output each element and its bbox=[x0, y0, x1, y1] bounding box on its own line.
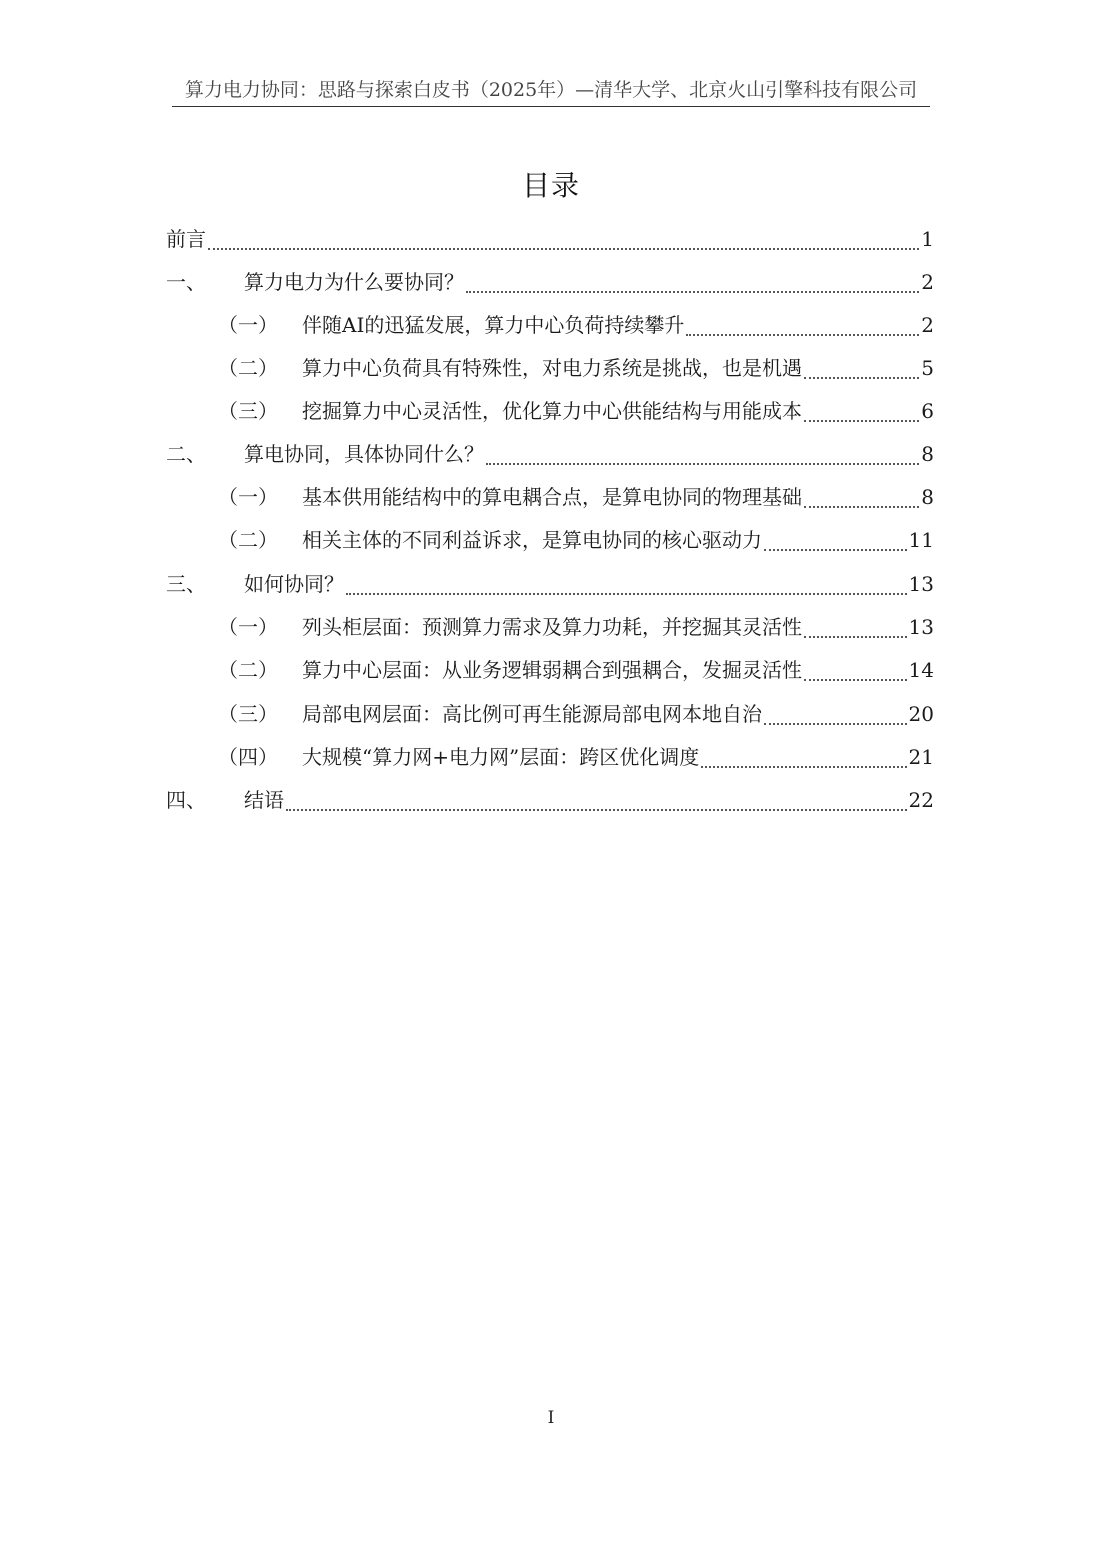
toc-leader-dots bbox=[764, 699, 907, 725]
toc-entry-page: 8 bbox=[921, 442, 934, 466]
toc-entry-text: 伴随AI的迅猛发展，算力中心负荷持续攀升 bbox=[302, 313, 685, 337]
toc-entry-section-2-2[interactable] bbox=[218, 521, 934, 555]
toc-entry-number: 三、 bbox=[166, 572, 206, 596]
toc-leader-dots bbox=[764, 525, 907, 551]
toc-entry-preface[interactable] bbox=[166, 220, 934, 254]
toc-leader-dots bbox=[804, 482, 919, 508]
toc-leader-dots bbox=[804, 353, 919, 379]
toc-entry-section-2-1[interactable] bbox=[218, 478, 934, 512]
page-number: I bbox=[547, 1408, 555, 1428]
toc-entry-section-1-2[interactable] bbox=[218, 349, 934, 383]
toc-entry-text: 算电协同，具体协同什么？ bbox=[244, 442, 484, 466]
toc-entry-number: （四） bbox=[218, 745, 278, 769]
toc-entry-chapter-1[interactable] bbox=[166, 263, 934, 297]
toc-entry-number: 一、 bbox=[166, 270, 206, 294]
toc-entry-number: 四、 bbox=[166, 788, 206, 812]
page-title: 目录 bbox=[521, 169, 580, 202]
toc-entry-text: 局部电网层面：高比例可再生能源局部电网本地自治 bbox=[302, 702, 762, 726]
toc-entry-text: 算力中心层面：从业务逻辑弱耦合到强耦合，发掘灵活性 bbox=[302, 658, 802, 682]
toc-entry-page: 2 bbox=[921, 313, 934, 337]
toc-entry-text: 挖掘算力中心灵活性，优化算力中心供能结构与用能成本 bbox=[302, 399, 802, 423]
toc-entry-number: （二） bbox=[218, 528, 278, 552]
toc-entry-number: 二、 bbox=[166, 442, 206, 466]
toc-entry-page: 22 bbox=[908, 788, 934, 812]
toc-leader-dots bbox=[286, 785, 907, 811]
toc-entry-page: 6 bbox=[921, 399, 934, 423]
toc-entry-number: （三） bbox=[218, 702, 278, 726]
toc-entry-chapter-2[interactable] bbox=[166, 435, 934, 469]
toc-leader-dots bbox=[208, 224, 919, 250]
toc-entry-page: 1 bbox=[921, 227, 934, 251]
toc-entry-section-3-3[interactable] bbox=[218, 695, 934, 729]
toc-entry-text: 相关主体的不同利益诉求，是算电协同的核心驱动力 bbox=[302, 528, 762, 552]
toc-entry-text: 前言 bbox=[166, 227, 206, 251]
toc-entry-text: 算力电力为什么要协同？ bbox=[244, 270, 464, 294]
running-header: 算力电力协同：思路与探索白皮书（2025年）—清华大学、北京火山引擎科技有限公司 bbox=[172, 76, 930, 107]
toc-entry-text: 大规模“算力网+电力网”层面：跨区优化调度 bbox=[302, 745, 700, 769]
toc-entry-text: 列头柜层面：预测算力需求及算力功耗，并挖掘其灵活性 bbox=[302, 615, 802, 639]
toc-entry-section-3-4[interactable] bbox=[218, 738, 934, 772]
toc-entry-page: 11 bbox=[908, 528, 934, 552]
toc-leader-dots bbox=[804, 655, 907, 681]
toc-leader-dots bbox=[486, 439, 919, 465]
toc-entry-number: （三） bbox=[218, 399, 278, 423]
toc-leader-dots bbox=[701, 742, 906, 768]
toc-entry-number: （一） bbox=[218, 313, 278, 337]
toc-entry-text: 基本供用能结构中的算电耦合点，是算电协同的物理基础 bbox=[302, 485, 802, 509]
toc-entry-page: 2 bbox=[921, 270, 934, 294]
toc-entry-number: （二） bbox=[218, 356, 278, 380]
toc-entry-page: 8 bbox=[921, 485, 934, 509]
toc-entry-page: 20 bbox=[908, 702, 934, 726]
toc-entry-text: 结语 bbox=[244, 788, 284, 812]
toc-entry-page: 21 bbox=[908, 745, 934, 769]
toc-entry-text: 如何协同？ bbox=[244, 572, 344, 596]
toc-entry-number: （一） bbox=[218, 615, 278, 639]
toc-entry-page: 5 bbox=[921, 356, 934, 380]
toc-entry-section-3-2[interactable] bbox=[218, 651, 934, 685]
toc-entry-section-3-1[interactable] bbox=[218, 608, 934, 642]
toc-entry-chapter-4[interactable] bbox=[166, 781, 934, 815]
toc-leader-dots bbox=[686, 310, 919, 336]
toc-entry-page: 13 bbox=[908, 615, 934, 639]
toc-leader-dots bbox=[466, 267, 919, 293]
toc-entry-chapter-3[interactable] bbox=[166, 565, 934, 599]
toc-leader-dots bbox=[346, 569, 907, 595]
toc-leader-dots bbox=[804, 612, 907, 638]
toc-entry-section-1-3[interactable] bbox=[218, 392, 934, 426]
toc-entry-page: 14 bbox=[908, 658, 934, 682]
toc-entry-number: （一） bbox=[218, 485, 278, 509]
toc-leader-dots bbox=[804, 396, 919, 422]
toc-entry-text: 算力中心负荷具有特殊性，对电力系统是挑战，也是机遇 bbox=[302, 356, 802, 380]
toc-entry-page: 13 bbox=[908, 572, 934, 596]
toc-entry-number: （二） bbox=[218, 658, 278, 682]
toc-entry-section-1-1[interactable] bbox=[218, 306, 934, 340]
